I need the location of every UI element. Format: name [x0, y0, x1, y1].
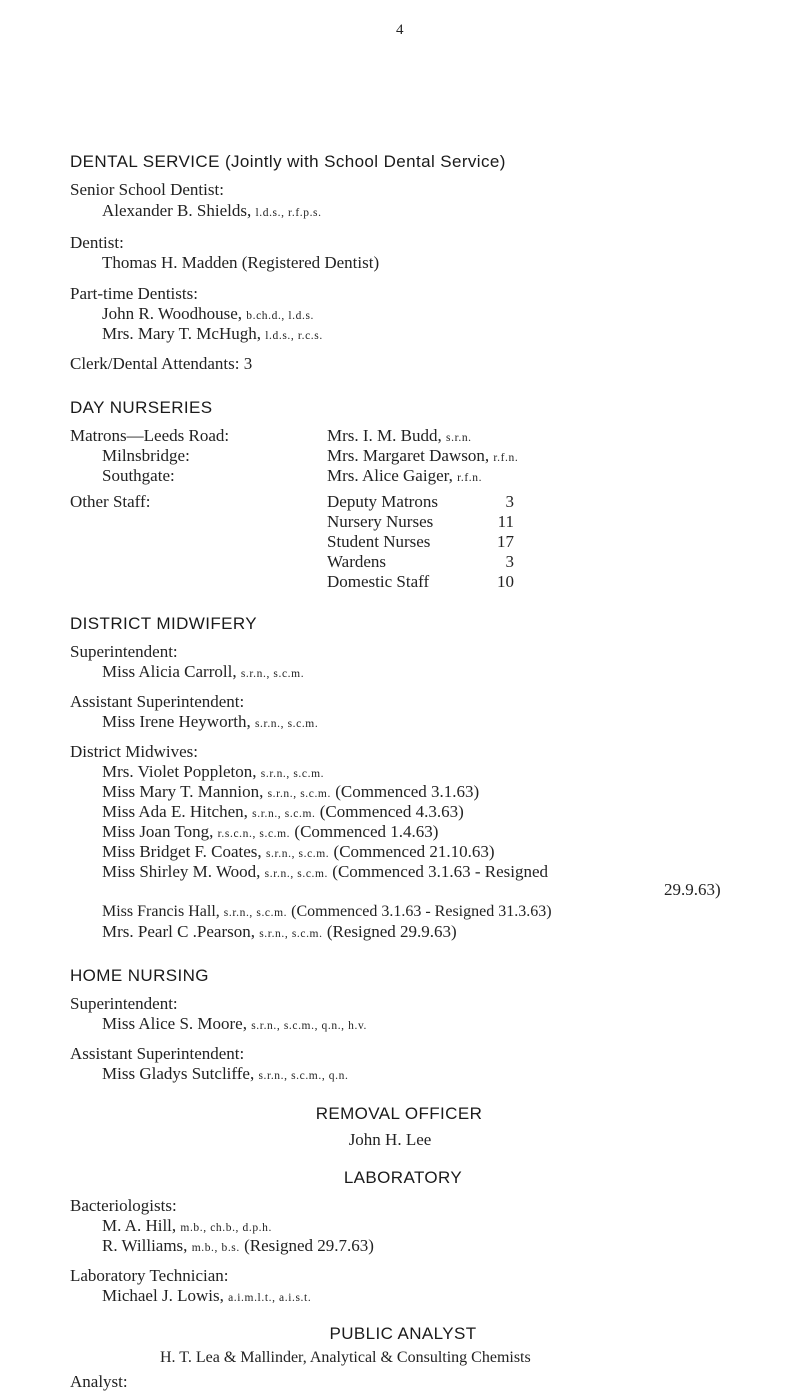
midwifery-asst-name: Miss Irene Heyworth, [102, 712, 251, 731]
clerk-attendants-count: 3 [243, 354, 253, 373]
senior-dentist-name: Alexander B. Shields, [102, 201, 252, 220]
home-super-name: Miss Alice S. Moore, [102, 1014, 247, 1033]
matrons-label: Matrons—Leeds Road: [70, 426, 230, 445]
page-number: 4 [396, 22, 404, 38]
senior-dentist-label: Senior School Dentist: [70, 180, 224, 199]
analyst-label: Analyst: [70, 1372, 128, 1391]
home-super [102, 1014, 367, 1036]
lab-tech [102, 1286, 311, 1308]
southgate-label: Southgate: [102, 466, 175, 485]
dentist-label: Dentist: [70, 233, 124, 252]
midwife-name: Miss Joan Tong, [102, 822, 214, 841]
parttime-dentist-1-quals: b.ch.d., l.d.s. [246, 310, 315, 322]
midwife-name: Miss Mary T. Mannion, [102, 782, 264, 801]
home-super-quals: s.r.n., s.c.m., q.n., h.v. [251, 1020, 368, 1032]
lab-tech-name: Michael J. Lowis, [102, 1286, 224, 1305]
bacteriologist-2-note: (Resigned 29.7.63) [244, 1236, 374, 1255]
senior-dentist [102, 201, 322, 223]
staff-count-5: 10 [497, 572, 514, 591]
bacteriologist-2-name: R. Williams, [102, 1236, 188, 1255]
parttime-dentist-2-quals: l.d.s., r.c.s. [265, 330, 323, 342]
midwifery-asst [102, 712, 318, 734]
home-asst-label: Assistant Superintendent: [70, 1044, 245, 1063]
midwife-name: Mrs. Violet Poppleton, [102, 762, 257, 781]
matron-3-quals: r.f.n. [457, 472, 483, 484]
staff-role-2: Nursery Nurses [327, 512, 434, 531]
matron-1-quals: s.r.n. [446, 432, 472, 444]
bacteriologist-2-quals: m.b., b.s. [191, 1242, 240, 1254]
matron-1 [327, 426, 472, 448]
midwife-name: Miss Francis Hall, [102, 903, 220, 920]
matron-2-name: Mrs. Margaret Dawson, [327, 446, 490, 465]
midwife-row [102, 922, 457, 944]
parttime-dentist-1-name: John R. Woodhouse, [102, 304, 242, 323]
home-asst [102, 1064, 348, 1086]
senior-dentist-quals: l.d.s., r.f.p.s. [255, 207, 322, 219]
midwife-row [102, 902, 552, 923]
midwife-name: Miss Shirley M. Wood, [102, 862, 261, 881]
dental-heading: DENTAL SERVICE (Jointly with School Dental Service) [70, 152, 506, 171]
staff-role-4: Wardens [327, 552, 387, 571]
home-super-label: Superintendent: [70, 994, 178, 1013]
bacteriologist-1 [102, 1216, 272, 1238]
staff-role-1: Deputy Matrons [327, 492, 438, 511]
midwife-quals: r.s.c.n., s.c.m. [217, 828, 291, 840]
clerk-attendants-label: Clerk/Dental Attendants: [70, 354, 240, 373]
analyst-firm: H. T. Lea & Mallinder, Analytical & Consulting Chemists [160, 1349, 531, 1366]
parttime-dentist-2 [102, 324, 323, 346]
staff-count-1: 3 [505, 492, 514, 511]
parttime-dentist-1 [102, 304, 314, 326]
midwife-row [102, 862, 548, 884]
clerk-attendants [70, 354, 252, 374]
midwife-row [102, 822, 438, 844]
staff-role-5: Domestic Staff [327, 572, 430, 591]
midwife-note: (Commenced 21.10.63) [333, 842, 495, 861]
milnsbridge-label: Milnsbridge: [102, 446, 190, 465]
staff-role-3: Student Nurses [327, 532, 431, 551]
removal-heading: REMOVAL OFFICER [315, 1104, 483, 1123]
midwife-note: (Resigned 29.9.63) [326, 922, 457, 941]
analyst-heading: PUBLIC ANALYST [329, 1324, 477, 1343]
midwife-note-continued: 29.9.63) [664, 880, 721, 899]
midwife-row [102, 802, 464, 824]
midwife-name: Miss Ada E. Hitchen, [102, 802, 248, 821]
midwife-note: (Commenced 4.3.63) [319, 802, 464, 821]
midwife-quals: s.r.n., s.c.m. [252, 808, 316, 820]
bacteriologist-1-quals: m.b., ch.b., d.p.h. [180, 1222, 272, 1234]
midwife-quals: s.r.n., s.c.m. [265, 848, 330, 860]
home-asst-name: Miss Gladys Sutcliffe, [102, 1064, 255, 1083]
midwife-row [102, 842, 495, 864]
midwifery-super-name: Miss Alicia Carroll, [102, 662, 237, 681]
midwife-quals: s.r.n., s.c.m. [260, 768, 325, 780]
midwifery-super-label: Superintendent: [70, 642, 178, 661]
bacteriologists-label: Bacteriologists: [70, 1196, 177, 1215]
midwife-note: (Commenced 3.1.63 - Resigned 31.3.63) [291, 903, 552, 920]
home-asst-quals: s.r.n., s.c.m., q.n. [258, 1070, 349, 1082]
midwifery-super-quals: s.r.n., s.c.m. [240, 668, 305, 680]
dentist-name: Thomas H. Madden (Registered Dentist) [102, 253, 380, 272]
staff-count-4: 3 [505, 552, 514, 571]
midwife-quals: s.r.n., s.c.m. [259, 928, 323, 940]
matron-1-name: Mrs. I. M. Budd, [327, 426, 442, 445]
home-nursing-heading: HOME NURSING [70, 966, 209, 985]
midwife-note: (Commenced 1.4.63) [294, 822, 439, 841]
midwife-quals: s.r.n., s.c.m. [223, 907, 288, 919]
staff-count-3: 17 [497, 532, 514, 551]
midwife-row [102, 762, 324, 784]
midwifery-asst-label: Assistant Superintendent: [70, 692, 245, 711]
matron-3-name: Mrs. Alice Gaiger, [327, 466, 453, 485]
midwife-quals: s.r.n., s.c.m. [264, 868, 329, 880]
lab-tech-quals: a.i.m.l.t., a.i.s.t. [228, 1292, 312, 1304]
laboratory-heading: LABORATORY [343, 1168, 463, 1187]
midwives-label: District Midwives: [70, 742, 198, 761]
midwifery-asst-quals: s.r.n., s.c.m. [254, 718, 319, 730]
parttime-dentist-2-name: Mrs. Mary T. McHugh, [102, 324, 261, 343]
matron-3 [327, 466, 482, 488]
midwife-note: (Commenced 3.1.63) [335, 782, 480, 801]
midwife-name: Mrs. Pearl C .Pearson, [102, 922, 255, 941]
nurseries-heading: DAY NURSERIES [70, 398, 213, 417]
staff-count-2: 11 [497, 512, 514, 531]
other-staff-label: Other Staff: [70, 492, 151, 511]
midwife-row [102, 782, 479, 804]
matron-2-quals: r.f.n. [493, 452, 519, 464]
midwifery-super [102, 662, 304, 684]
matron-2 [327, 446, 518, 468]
removal-name: John H. Lee [348, 1130, 432, 1149]
midwife-note: (Commenced 3.1.63 - Resigned [332, 862, 549, 881]
midwife-quals: s.r.n., s.c.m. [267, 788, 331, 800]
midwife-name: Miss Bridget F. Coates, [102, 842, 262, 861]
lab-tech-label: Laboratory Technician: [70, 1266, 229, 1285]
parttime-dentists-label: Part-time Dentists: [70, 284, 198, 303]
midwifery-heading: DISTRICT MIDWIFERY [70, 614, 257, 633]
bacteriologist-1-name: M. A. Hill, [102, 1216, 177, 1235]
bacteriologist-2 [102, 1236, 374, 1258]
